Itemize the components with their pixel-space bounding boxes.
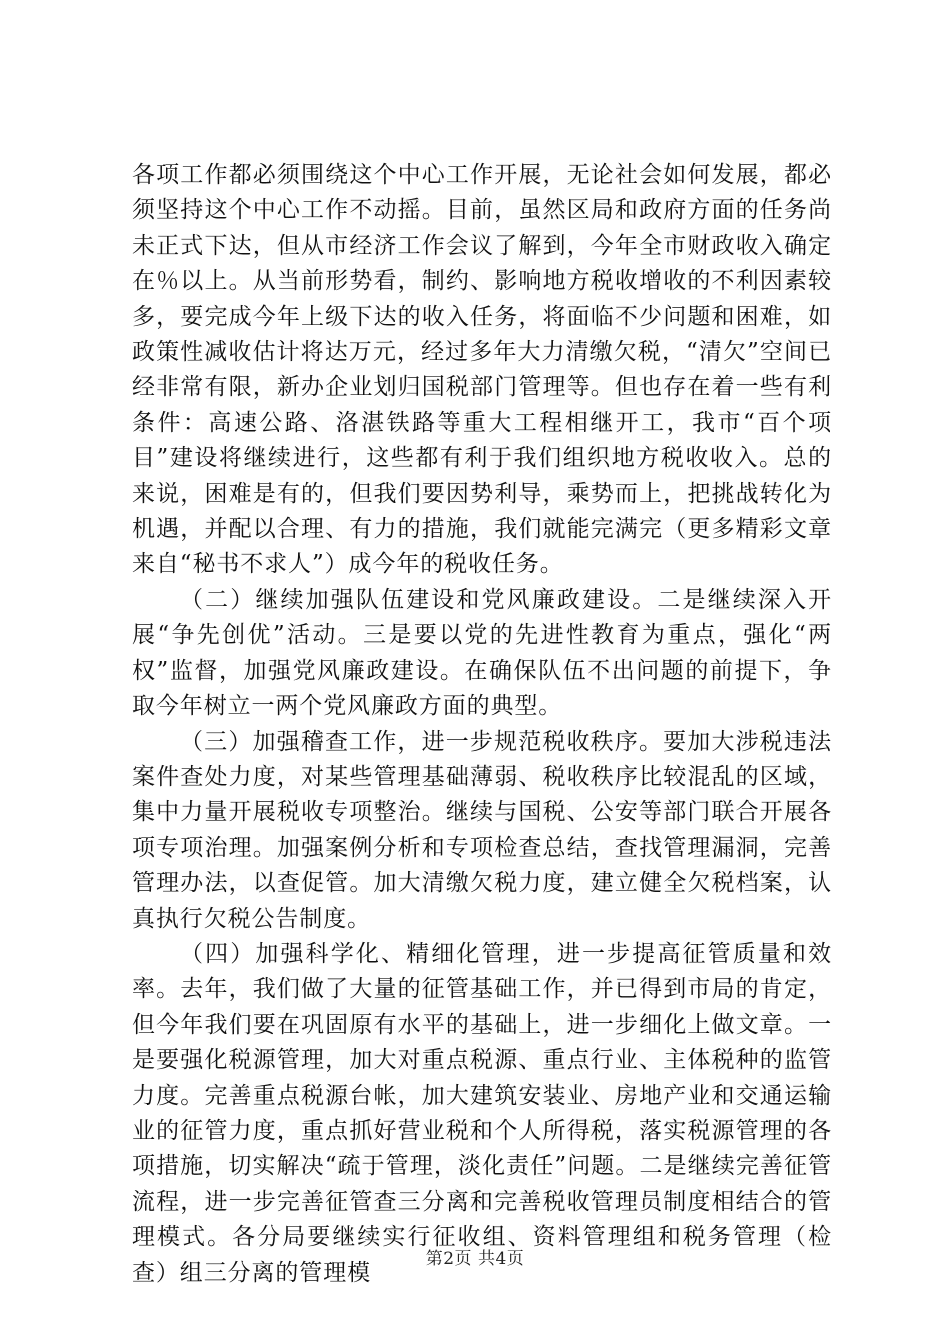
paragraph-4: （四）加强科学化、精细化管理，进一步提高征管质量和效率。去年，我们做了大量的征管基础工作，并已得到市局的肯定，但今年我们要在巩固原有水平的基础上，进一步细化上做文章。一是要强化税源管理，加大对重点税源、重点行业、主体税种的监管力度。完善重点税源台帐，加大建筑安装业、房地产业和交通运输业的征管力度，重点抓好营业税和个人所得税，落实税源管理的各项措施，切实解决“疏于管理，淡化责任”问题。二是继续完善征管流程，进一步完善征管查三分离和完善税收管理员制度相结合的管理模式。各分局要继续实行征收组、资料管理组和税务管理（检查）组三分离的管理模 <box>132 940 832 1286</box>
paragraph-2: （二）继续加强队伍建设和党风廉政建设。二是继续深入开展“争先创优”活动。三是要以党的先进性教育为重点，强化“两权”监督，加强党风廉政建设。在确保队伍不出问题的前提下，争取今年树立一两个党风廉政方面的典型。 <box>132 586 832 720</box>
paragraph-3: （三）加强稽查工作，进一步规范税收秩序。要加大涉税违法案件查处力度，对某些管理基础薄弱、税收秩序比较混乱的区域，集中力量开展税收专项整治。继续与国税、公安等部门联合开展各项专项治理。加强案例分析和专项检查总结，查找管理漏洞，完善管理办法，以查促管。加大清缴欠税力度，建立健全欠税档案，认真执行欠税公告制度。 <box>132 728 832 932</box>
document-body <box>132 158 832 1291</box>
paragraph-1: 各项工作都必须围绕这个中心工作开展，无论社会如何发展，都必须坚持这个中心工作不动摇。目前，虽然区局和政府方面的任务尚未正式下达，但从市经济工作会议了解到，今年全市财政收入确定在％以上。从当前形势看，制约、影响地方税收增收的不利因素较多，要完成今年上级下达的收入任务，将面临不少问题和困难，如政策性减收估计将达万元，经过多年大力清缴欠税，“清欠”空间已经非常有限，新办企业划归国税部门管理等。但也存在着一些有利条件：高速公路、洛湛铁路等重大工程相继开工，我市“百个项目”建设将继续进行，这些都有利于我们组织地方税收收入。总的来说，困难是有的，但我们要因势利导，乘势而上，把挑战转化为机遇，并配以合理、有力的措施，我们就能完满完（更多精彩文章来自“秘书不求人”）成今年的税收任务。 <box>132 162 832 578</box>
page-number-footer: 第2页 共4页 <box>425 1249 525 1269</box>
